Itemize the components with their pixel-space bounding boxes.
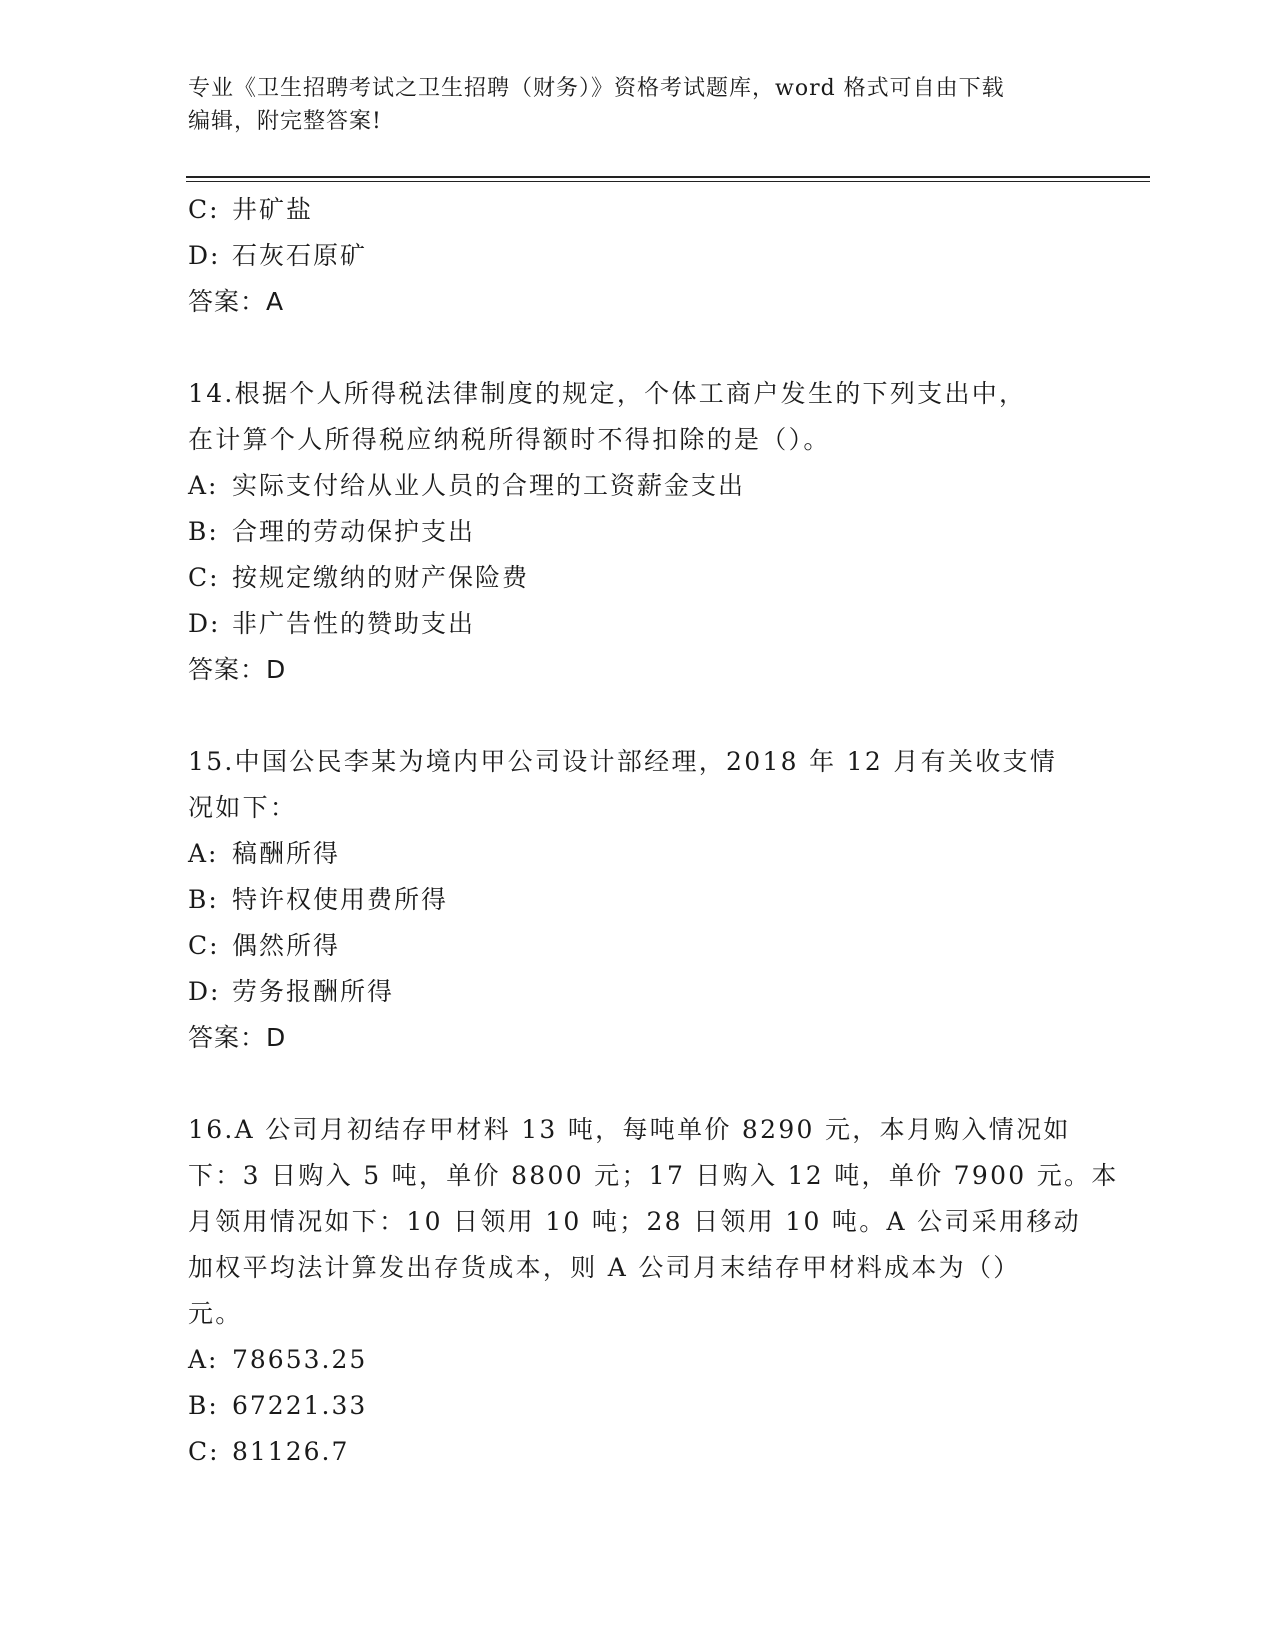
option-text: 劳务报酬所得 — [232, 977, 395, 1006]
option-letter: B: — [188, 885, 219, 914]
option-letter: B: — [188, 1391, 219, 1420]
stem-line: 况如下： — [188, 793, 298, 822]
option-text: 78653.25 — [232, 1345, 368, 1374]
option-c — [188, 187, 1088, 233]
option-a — [188, 463, 1088, 509]
header-line-1: 专业《卫生招聘考试之卫生招聘（财务）》资格考试题库，word 格式可自由下载 — [188, 76, 1005, 101]
option-c — [188, 1429, 1088, 1475]
option-b — [188, 1383, 1088, 1429]
question-stem — [188, 739, 1088, 831]
option-letter: D: — [188, 609, 221, 638]
stem-line: 下：3 日购入 5 吨，单价 8800 元；17 日购入 12 吨，单价 7900 元。本 — [188, 1161, 1119, 1190]
option-text: 非广告性的赞助支出 — [232, 609, 476, 638]
stem-line: 月领用情况如下：10 日领用 10 吨；28 日领用 10 吨。A 公司采用移动 — [188, 1207, 1081, 1236]
stem-line: 在计算个人所得税应纳税所得额时不得扣除的是（）。 — [188, 425, 831, 454]
header-line-2: 编辑，附完整答案! — [188, 109, 382, 134]
option-text: 合理的劳动保护支出 — [232, 517, 476, 546]
option-text: 实际支付给从业人员的合理的工资薪金支出 — [232, 471, 746, 500]
option-text: 石灰石原矿 — [232, 241, 368, 270]
stem-line: 加权平均法计算发出存货成本，则 A 公司月末结存甲材料成本为（） — [188, 1253, 1021, 1282]
option-c — [188, 555, 1088, 601]
option-text: 81126.7 — [232, 1437, 350, 1466]
question-15 — [188, 739, 1088, 1061]
prev-question-block — [188, 187, 1088, 325]
stem-line: 15.中国公民李某为境内甲公司设计部经理，2018 年 12 月有关收支情 — [188, 747, 1058, 776]
option-text: 67221.33 — [232, 1391, 368, 1420]
option-b — [188, 877, 1088, 923]
option-text: 按规定缴纳的财产保险费 — [232, 563, 530, 592]
option-letter: A: — [188, 1345, 219, 1374]
option-a — [188, 1337, 1088, 1383]
option-text: 稿酬所得 — [232, 839, 341, 868]
option-letter: A: — [188, 839, 219, 868]
option-a — [188, 831, 1088, 877]
document-content — [188, 187, 1119, 1475]
header-rule-thick — [186, 176, 1150, 178]
stem-line: 16.A 公司月初结存甲材料 13 吨，每吨单价 8290 元，本月购入情况如 — [188, 1115, 1071, 1144]
option-letter: C: — [188, 1437, 220, 1466]
stem-line: 元。 — [188, 1299, 243, 1328]
option-letter: D: — [188, 241, 221, 270]
option-letter: C: — [188, 563, 220, 592]
option-letter: A: — [188, 471, 219, 500]
option-letter: C: — [188, 931, 220, 960]
stem-line: 14.根据个人所得税法律制度的规定，个体工商户发生的下列支出中， — [188, 379, 1027, 408]
option-letter: C: — [188, 195, 220, 224]
question-stem — [188, 1107, 1119, 1337]
answer-line: 答案：D — [188, 655, 287, 684]
option-text: 特许权使用费所得 — [232, 885, 449, 914]
option-d — [188, 601, 1088, 647]
option-c — [188, 923, 1088, 969]
option-d — [188, 969, 1088, 1015]
question-stem — [188, 371, 1088, 463]
option-d — [188, 233, 1088, 279]
option-letter: D: — [188, 977, 221, 1006]
answer-line: 答案：A — [188, 287, 285, 316]
option-text: 井矿盐 — [232, 195, 314, 224]
option-text: 偶然所得 — [232, 931, 341, 960]
option-letter: B: — [188, 517, 219, 546]
document-header — [188, 72, 1068, 138]
question-14 — [188, 371, 1088, 693]
answer-line: 答案：D — [188, 1023, 287, 1052]
question-16 — [188, 1107, 1119, 1475]
option-b — [188, 509, 1088, 555]
header-rule-thin — [186, 181, 1150, 182]
